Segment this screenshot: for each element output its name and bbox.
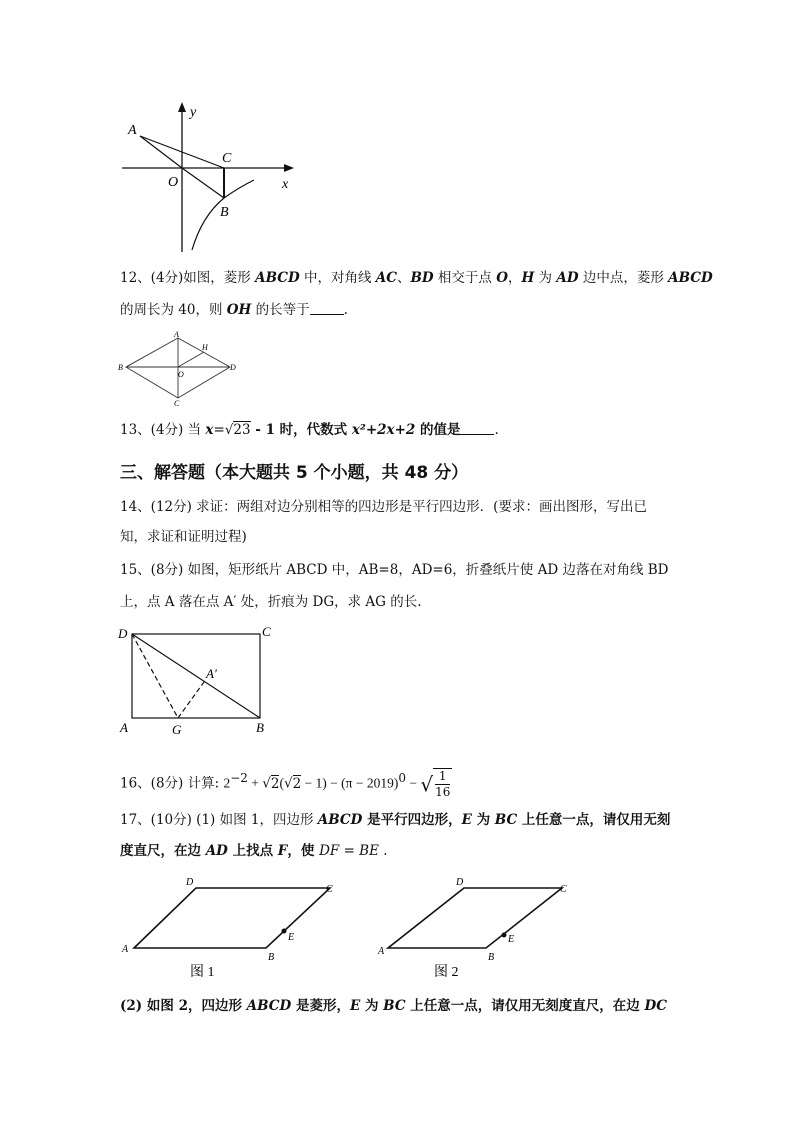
q12-text: 的周长为 40，则	[120, 302, 227, 318]
q13-sqrt: √23	[224, 422, 251, 438]
q13-text: =	[213, 422, 225, 438]
rect-label-d: D	[118, 626, 128, 641]
q17-var-e: E	[349, 998, 361, 1014]
q17-var-bc: BC	[494, 812, 518, 828]
rect-label-g: G	[172, 722, 182, 736]
q17-text: 是菱形，	[291, 998, 350, 1014]
q13-text: - 1 时，代数式	[250, 422, 352, 438]
rect-label-c: C	[262, 624, 271, 639]
q15-line2: 上，点 A 落在点 A′ 处，折痕为 DG，求 AG 的长.	[120, 594, 422, 610]
fig2-label-e: E	[508, 934, 515, 945]
fig2-label-c: C	[560, 884, 567, 895]
q16-text: − 1) − (π − 2019)	[301, 775, 399, 791]
q17-text: 上任意一点，请仅用无刻度直尺，在边	[405, 998, 645, 1014]
fig1-label-d: D	[186, 877, 194, 888]
q16-frac-den: 16	[435, 785, 451, 800]
segment-ob	[182, 168, 224, 198]
rhombus-abcd	[388, 888, 562, 948]
q16-exponent: 0	[398, 771, 406, 785]
parallelogram-figure-1	[118, 872, 348, 982]
rhombus-figure	[116, 330, 238, 406]
q16-text: −	[405, 775, 421, 791]
segment-ga-prime	[178, 682, 204, 718]
q17-text: 上找点	[227, 843, 278, 859]
q12-text: 相交于点	[433, 270, 497, 286]
label-o: O	[168, 175, 179, 190]
q16-text: 16、(8分) 计算:	[120, 775, 224, 792]
q17-text: 为	[471, 812, 495, 828]
parallelogram-abcd	[134, 888, 330, 948]
q15-line1: 15、(8分) 如图，矩形纸片 ABCD 中，AB=8，AD=6，折叠纸片使 AD 边落在对角线 BD	[120, 562, 669, 578]
q14-line1: 14、(12分) 求证：两组对边分别相等的四边形是平行四边形．(要求：画出图形，写出已	[120, 499, 647, 515]
q17-text: (2) 如图 2，四边形	[120, 998, 247, 1014]
fig1-label-b: B	[268, 952, 275, 963]
rect-label-aprime: A′	[206, 666, 217, 681]
rect-label-b: B	[256, 720, 264, 735]
label-y: y	[190, 105, 197, 120]
fig2-label-b: B	[488, 952, 495, 963]
q17-var-dc: DC	[644, 998, 667, 1014]
q14-line2: 知，求证和证明过程)	[120, 529, 247, 545]
fig2-label-d: D	[456, 877, 464, 888]
section-heading: 三、解答题（本大题共 5 个小题，共 48 分）	[120, 463, 469, 483]
fig1-caption: 图 1	[190, 965, 215, 980]
q17-var-bc: BC	[383, 998, 406, 1014]
x-axis-arrow	[284, 164, 294, 172]
q17-text: 上任意一点，请仅用无刻	[517, 812, 671, 828]
q17-text: 是平行四边形，	[362, 812, 462, 828]
label-x: x	[282, 177, 289, 192]
rectangle-fold-figure	[116, 622, 276, 736]
q16-radicand: 2	[270, 775, 280, 792]
segment-oh	[178, 352, 204, 367]
q12-var-ac: AC	[375, 270, 398, 286]
answer-blank	[310, 301, 344, 315]
q17-var-e: E	[461, 812, 472, 828]
q13-line	[120, 420, 499, 440]
q12-var-abcd: ABCD	[668, 270, 713, 286]
q17-var-abcd: ABCD	[317, 812, 363, 828]
q17-var-ad: AD	[205, 843, 228, 859]
q17-text: 为	[360, 998, 384, 1014]
rhombus-label-a: A	[174, 330, 179, 339]
q16-radicand: 2	[292, 775, 302, 792]
q16-exponent: −2	[230, 771, 248, 785]
fold-dg	[132, 634, 178, 718]
label-b: B	[220, 205, 229, 220]
q17-line1	[120, 810, 670, 830]
q17-var-abcd: ABCD	[246, 998, 292, 1014]
q12-var-o: O	[496, 270, 508, 286]
q12-line1	[120, 268, 713, 288]
q17-text: ，使	[287, 843, 320, 859]
q13-text: .	[494, 422, 499, 438]
rhombus-label-h: H	[202, 343, 208, 352]
q17-text: .	[378, 843, 388, 859]
fig2-label-a: A	[378, 946, 385, 957]
q16-term: 2	[223, 775, 231, 791]
fig1-label-c: C	[326, 884, 333, 895]
q12-text: ，	[508, 270, 522, 286]
q17-text: 17、(10分) (1) 如图 1，四边形	[120, 812, 318, 828]
segment-ao	[140, 136, 182, 168]
q12-var-h: H	[521, 270, 535, 286]
q12-line2	[120, 300, 348, 320]
rhombus-label-b: B	[118, 363, 123, 372]
rhombus-figure-2	[372, 872, 582, 982]
q12-var-oh: OH	[226, 302, 252, 318]
q17-equation: DF = BE	[319, 843, 379, 859]
diagonal-db	[132, 634, 260, 718]
q13-text: 的值是	[415, 422, 461, 438]
point-e	[502, 933, 507, 938]
fig1-label-a: A	[122, 944, 129, 955]
q12-var-bd: BD	[410, 270, 434, 286]
q16-sqrt: √2	[283, 775, 302, 792]
q12-text: 中，对角线	[299, 270, 376, 286]
rhombus-label-c: C	[174, 399, 180, 406]
q16-line	[120, 760, 452, 800]
label-c: C	[222, 151, 232, 166]
rect-label-a: A	[120, 720, 128, 735]
q16-frac-num: 1	[435, 769, 450, 785]
q13-var-x: x	[205, 422, 214, 438]
q13-radicand: 23	[233, 422, 251, 438]
q17-line2	[120, 841, 388, 861]
q12-text: 为	[534, 270, 557, 286]
q12-var-abcd: ABCD	[255, 270, 300, 286]
q12-text: 的长等于	[251, 302, 310, 318]
q16-sqrt-fraction: √ $\frac{1}{16}$	[420, 769, 451, 800]
q13-text: 13、(4分) 当	[120, 422, 206, 438]
q17-text: 度直尺，在边	[120, 843, 206, 859]
q12-text: .	[343, 302, 348, 318]
y-axis-arrow	[178, 102, 186, 112]
answer-blank	[460, 421, 494, 435]
q16-sqrt: √2	[262, 775, 280, 792]
q12-text: 边中点，菱形	[578, 270, 669, 286]
q13-expression: x²+2x+2	[351, 422, 416, 438]
label-a: A	[128, 123, 137, 138]
q16-text: (	[279, 775, 284, 791]
q12-text: 12、(4分)如图，菱形	[120, 270, 256, 286]
rhombus-label-d: D	[230, 363, 236, 372]
q12-text: 、	[397, 270, 411, 286]
rhombus-label-o: O	[178, 370, 184, 379]
q17-part2-line	[120, 996, 667, 1016]
q16-text: +	[247, 775, 263, 791]
q17-var-f: F	[277, 843, 288, 859]
coordinate-figure	[118, 98, 308, 256]
fig2-caption: 图 2	[434, 965, 459, 980]
point-e	[282, 929, 287, 934]
q12-var-ad: AD	[556, 270, 579, 286]
fig1-label-e: E	[288, 932, 295, 943]
